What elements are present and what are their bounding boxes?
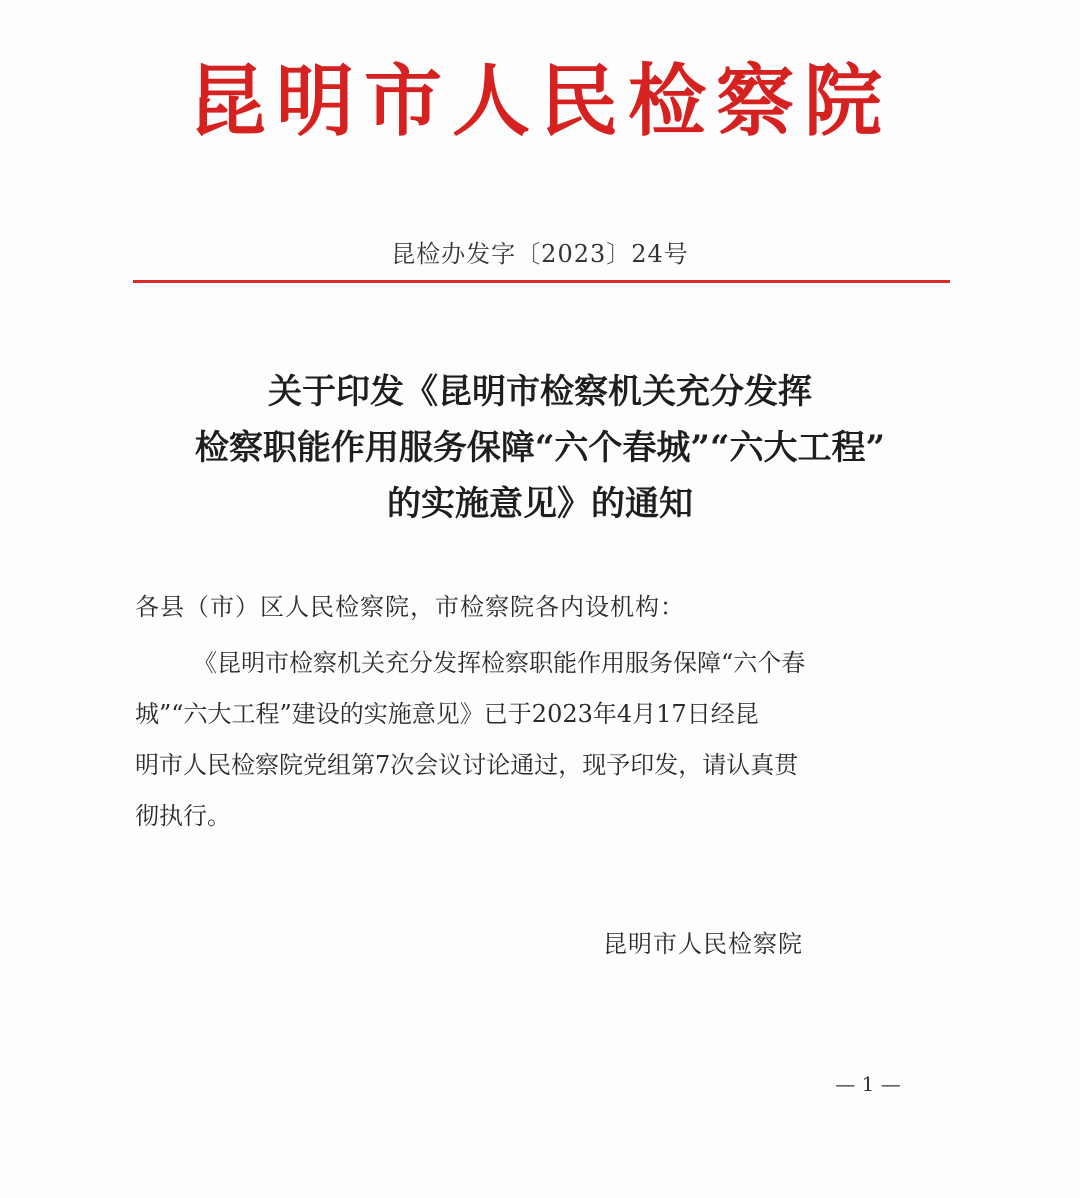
document-title	[110, 364, 970, 532]
title-line: 关于印发《昆明市检察机关充分发挥	[268, 372, 812, 412]
document-number: 昆检办发字〔2023〕24号	[391, 240, 689, 268]
page-number: — 1 —	[835, 1072, 901, 1096]
red-divider-line	[133, 280, 950, 283]
issuer-signature: 昆明市人民检察院	[603, 930, 803, 958]
body-line: 明市人民检察院党组第7次会议讨论通过，现予印发，请认真贯	[135, 751, 799, 779]
body-line: 《昆明市检察机关充分发挥检察职能作用服务保障“六个春	[193, 649, 806, 677]
masthead-title: 昆明市人民检察院	[187, 56, 892, 147]
title-line: 的实施意见》的通知	[387, 484, 693, 524]
title-line: 检察职能作用服务保障“六个春城”“六大工程”	[194, 428, 886, 468]
body-line: 彻执行。	[135, 802, 231, 830]
body-line: 城”“六大工程”建设的实施意见》已于2023年4月17日经昆	[135, 700, 759, 728]
body-paragraph	[135, 638, 943, 842]
salutation: 各县（市）区人民检察院，市检察院各内设机构：	[135, 593, 685, 621]
